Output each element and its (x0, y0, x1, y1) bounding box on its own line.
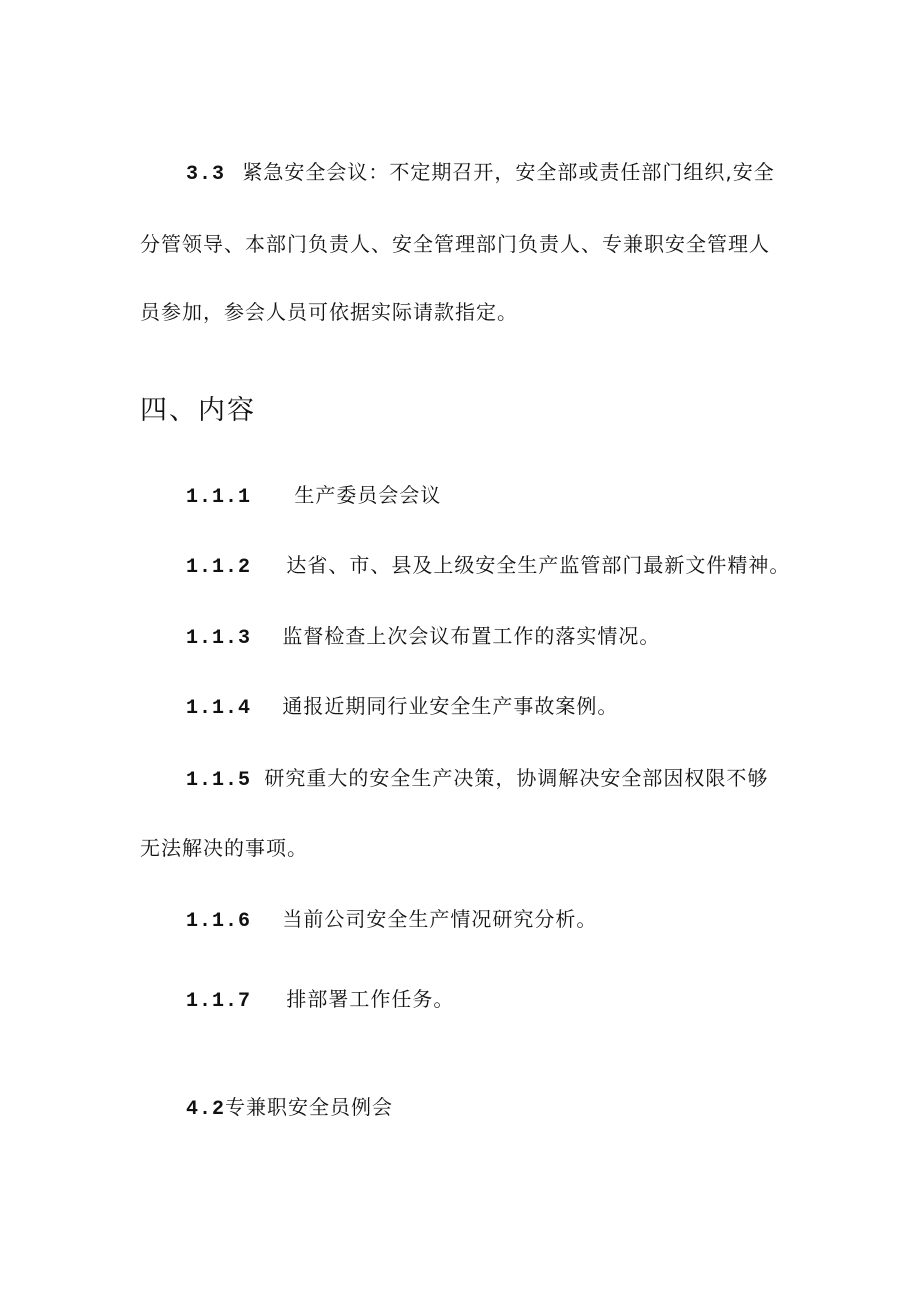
list-item (186, 551, 790, 582)
item-text: 排部署工作任务。 (286, 987, 455, 1011)
list-item (186, 764, 768, 795)
item-text: 当前公司安全生产情况研究分析。 (282, 907, 598, 931)
section-3-3-line-2: 分管领导、本部门负责人、安全管理部门负责人、专兼职安全管理人 (140, 232, 770, 256)
list-item (186, 481, 441, 512)
item-number: 1.1.1 (186, 486, 252, 509)
item-number: 1.1.6 (186, 910, 252, 933)
list-item (186, 622, 660, 653)
item-text: 生产委员会会议 (294, 483, 442, 507)
item-number: 1.1.4 (186, 697, 252, 720)
item-number: 1.1.3 (186, 627, 252, 650)
item-text: 通报近期同行业安全生产事故案例。 (282, 694, 619, 718)
subsection-heading (186, 1093, 393, 1124)
item-text: 研究重大的安全生产决策，协调解决安全部因权限不够 (264, 766, 769, 790)
item-number: 1.1.5 (186, 769, 252, 792)
list-item (186, 985, 454, 1016)
item-number: 1.1.7 (186, 990, 252, 1013)
list-item-continuation: 无法解决的事项。 (140, 836, 308, 860)
subsection-text: 专兼职安全员例会 (225, 1095, 394, 1119)
section-3-3-line-1 (186, 158, 775, 189)
subsection-number: 4.2 (186, 1098, 226, 1121)
section-number: 3.3 (186, 163, 226, 186)
item-number: 1.1.2 (186, 556, 252, 579)
list-item (186, 692, 618, 723)
list-item (186, 905, 597, 936)
item-text: 监督检查上次会议布置工作的落实情况。 (282, 624, 661, 648)
section-3-3-line-3: 员参加，参会人员可依据实际请款指定。 (140, 300, 518, 324)
paragraph-text: 紧急安全会议：不定期召开，安全部或责任部门组织,安全 (242, 160, 775, 184)
item-text: 达省、市、县及上级安全生产监管部门最新文件精神。 (286, 553, 791, 577)
section-heading: 四、内容 (140, 395, 256, 426)
